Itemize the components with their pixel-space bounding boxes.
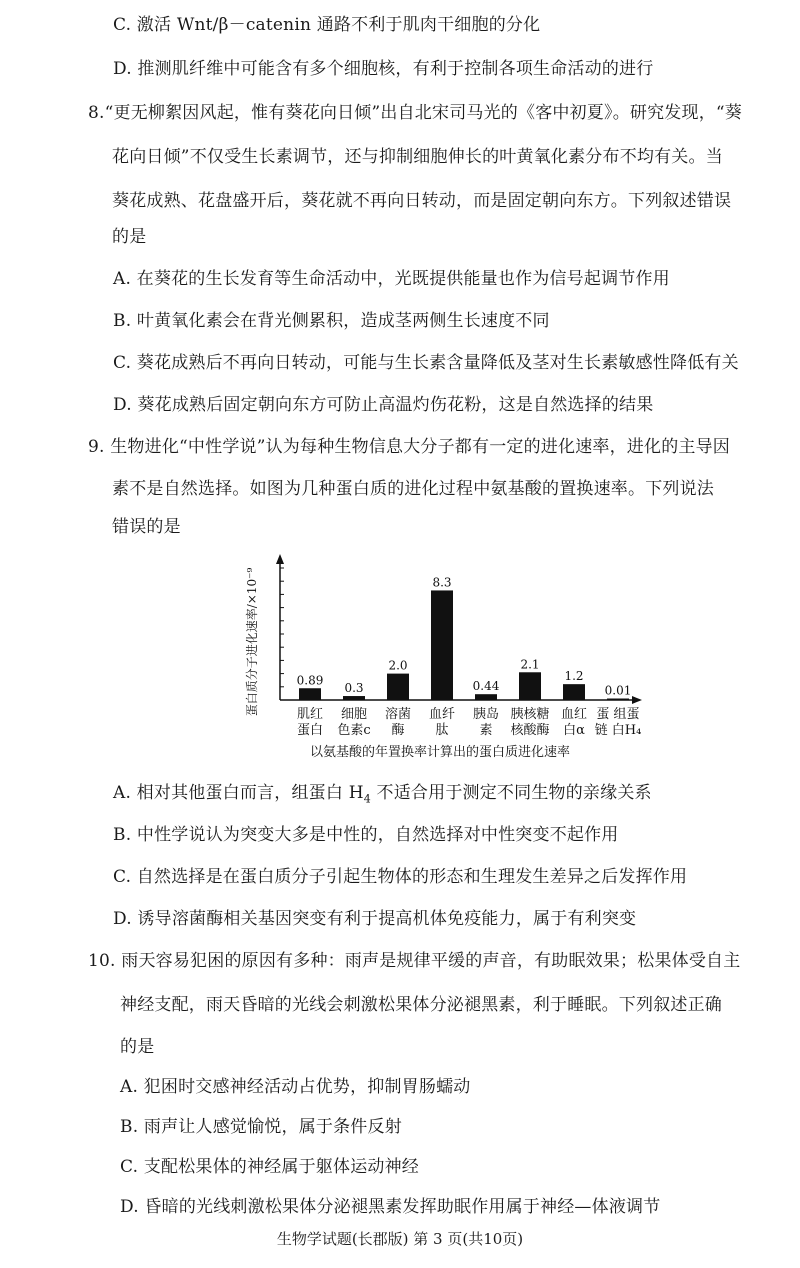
q9-stem-line-1: 9. 生物进化“中性学说”认为每种生物信息大分子都有一定的进化速率，进化的主导因 — [88, 437, 731, 457]
bar-value-label: 0.89 — [296, 673, 324, 688]
q8-option-a: A. 在葵花的生长发育等生命活动中，光既提供能量也作为信号起调节作用 — [113, 269, 670, 289]
q9-option-c: C. 自然选择是在蛋白质分子引起生物体的形态和生理发生差异之后发挥作用 — [113, 867, 688, 887]
page-footer: 生物学试题(长郡版) 第 3 页(共10页) — [276, 1230, 524, 1248]
category-label: 胰岛 — [472, 707, 500, 722]
y-axis-label — [244, 568, 259, 717]
q10-option-d: D. 昏暗的光线刺激松果体分泌褪黑素发挥助眠作用属于神经—体液调节 — [120, 1197, 661, 1217]
q8-option-d: D. 葵花成熟后固定朝向东方可防止高温灼伤花粉，这是自然选择的结果 — [113, 395, 654, 415]
q10-stem-line-1: 10. 雨天容易犯困的原因有多种：雨声是规律平缓的声音，有助眠效果；松果体受自主 — [88, 951, 741, 971]
q7-option-c: C. 激活 Wnt/β－catenin 通路不利于肌肉干细胞的分化 — [113, 15, 541, 35]
bar — [607, 699, 629, 701]
category-label: 核酸酶 — [510, 723, 550, 738]
bar-value-label: 2.0 — [388, 658, 408, 673]
q10-stem-line-2: 神经支配，雨天昏暗的光线会刺激松果体分泌褪黑素，利于睡眠。下列叙述正确 — [120, 995, 722, 1015]
q10-option-b: B. 雨声让人感觉愉悦，属于条件反射 — [120, 1117, 402, 1137]
q8-stem-line-3: 葵花成熟、花盘盛开后，葵花就不再向日转动，而是固定朝向东方。下列叙述错误 — [112, 191, 732, 211]
category-label: 血红 — [560, 707, 588, 722]
bar — [343, 696, 365, 700]
category-label: 色素c — [337, 723, 371, 738]
category-label: 白α — [563, 723, 585, 738]
q9-option-a-subscript: 4 — [363, 792, 371, 806]
bar-value-label: 0.01 — [604, 683, 632, 698]
category-label: 酶 — [391, 723, 405, 738]
y-axis-label-text: 蛋白质分子进化速率/×10⁻⁹ — [245, 567, 259, 717]
q9-stem-line-3: 错误的是 — [112, 517, 181, 537]
bar — [519, 672, 541, 700]
q8-stem-line-4: 的是 — [112, 227, 147, 247]
category-label: 链 白H₄ — [594, 723, 642, 738]
q10-option-a: A. 犯困时交感神经活动占优势，抑制胃肠蠕动 — [120, 1077, 471, 1097]
bar — [431, 590, 453, 700]
q8-stem-line-1: 8.“更无柳絮因风起，惟有葵花向日倾”出自北宋司马光的《客中初夏》。研究发现，“葵 — [88, 103, 742, 123]
category-label: 蛋白 — [296, 723, 324, 738]
q9-option-b: B. 中性学说认为突变大多是中性的，自然选择对中性突变不起作用 — [113, 825, 619, 845]
bar-value-label: 0.3 — [344, 681, 364, 696]
category-label: 细胞 — [340, 707, 368, 722]
bar-value-label: 0.44 — [472, 679, 500, 694]
q9-stem-line-2: 素不是自然选择。如图为几种蛋白质的进化过程中氨基酸的置换速率。下列说法 — [112, 479, 714, 499]
category-label: 溶菌 — [384, 707, 412, 722]
x-axis-arrow — [632, 696, 642, 704]
bar-value-label: 2.1 — [520, 657, 540, 672]
bar-value-label: 8.3 — [432, 575, 452, 590]
bar-value-label: 1.2 — [564, 669, 584, 684]
x-axis-label: 以氨基酸的年置换率计算出的蛋白质进化速率 — [309, 745, 571, 760]
q9-option-a-text-rest: 不适合用于测定不同生物的亲缘关系 — [370, 783, 652, 803]
y-axis-arrow — [276, 554, 284, 564]
q8-option-b: B. 叶黄氧化素会在背光侧累积，造成茎两侧生长速度不同 — [113, 311, 550, 331]
bar — [387, 674, 409, 700]
category-label: 肽 — [435, 723, 449, 738]
q9-option-a-text: A. 相对其他蛋白而言，组蛋白 H — [113, 783, 364, 803]
q7-option-d: D. 推测肌纤维中可能含有多个细胞核，有利于控制各项生命活动的进行 — [113, 59, 654, 79]
q10-option-c: C. 支配松果体的神经属于躯体运动神经 — [120, 1157, 420, 1177]
q9-option-a — [113, 780, 652, 812]
category-label: 蛋 组蛋 — [596, 707, 640, 722]
q8-option-c: C. 葵花成熟后不再向日转动，可能与生长素含量降低及茎对生长素敏感性降低有关 — [113, 353, 739, 373]
q8-stem-line-2: 花向日倾”不仅受生长素调节，还与抑制细胞伸长的叶黄氧化素分布不均有关。当 — [112, 147, 723, 167]
category-label: 胰核糖 — [510, 707, 550, 722]
bar — [563, 684, 585, 700]
bar — [475, 694, 497, 700]
q10-stem-line-3: 的是 — [120, 1037, 155, 1057]
protein-evolution-rate-chart — [240, 552, 660, 772]
q9-option-d: D. 诱导溶菌酶相关基因突变有利于提高机体免疫能力，属于有利突变 — [113, 909, 637, 929]
category-label: 素 — [479, 723, 493, 738]
category-label: 血纤 — [428, 707, 456, 722]
category-label: 肌红 — [296, 707, 324, 722]
bar — [299, 688, 321, 700]
